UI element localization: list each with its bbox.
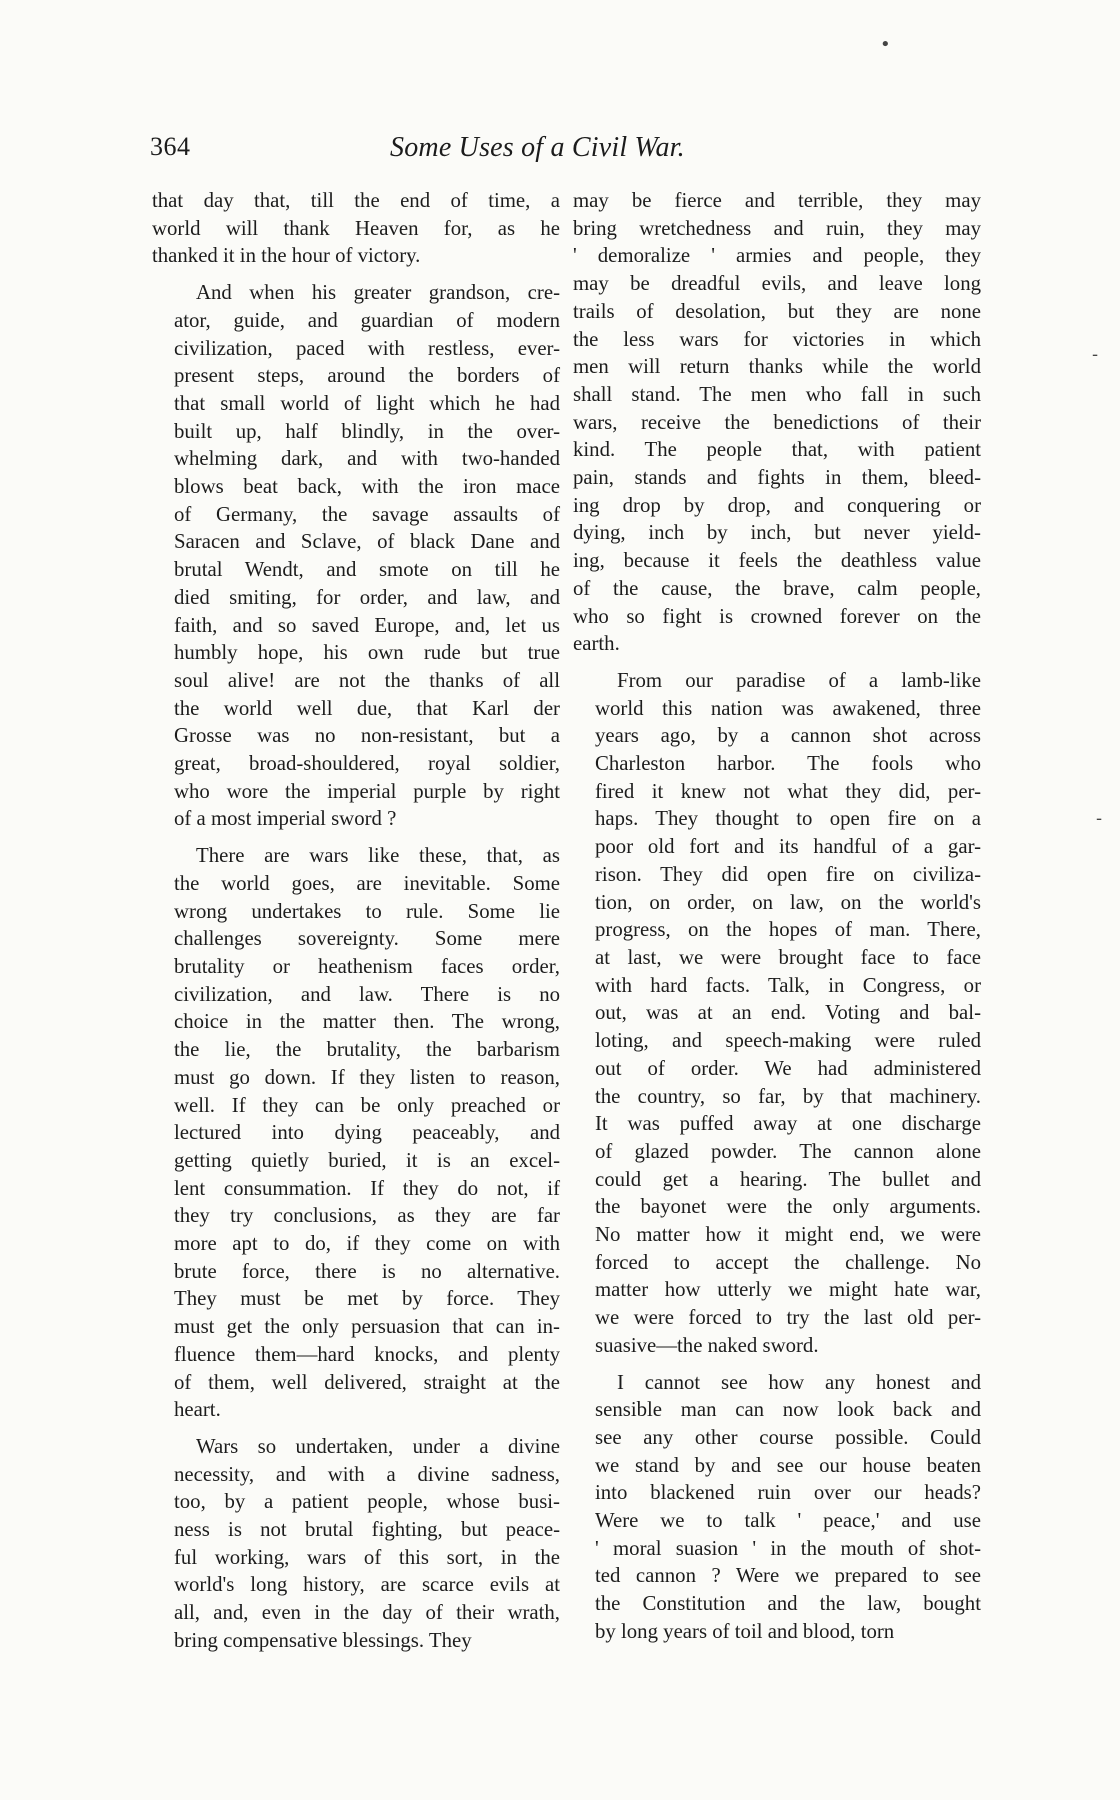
text-line: into blackened ruin over our heads? [595, 1481, 981, 1505]
text-line: too, by a patient people, whose busi- [174, 1490, 560, 1514]
text-line: soul alive! are not the thanks of all [174, 668, 560, 692]
text-line: tion, on order, on law, on the world's [595, 890, 981, 914]
text-line: lectured into dying peaceably, and [174, 1121, 560, 1145]
text-line: choice in the matter then. The wrong, [174, 1010, 560, 1034]
text-line: of them, well delivered, straight at the [174, 1370, 560, 1394]
text-line: thanked it in the hour of victory. [152, 244, 421, 268]
text-line: loting, and speech-making were ruled [595, 1029, 981, 1053]
text-line: all, and, even in the day of their wrath, [174, 1601, 560, 1625]
right-text-column [573, 187, 981, 1646]
text-line: world this nation was awakened, three [595, 696, 981, 720]
text-line: see any other course possible. Could [595, 1425, 981, 1449]
text-line: ' moral suasion ' in the mouth of shot- [595, 1536, 981, 1560]
text-line: more apt to do, if they come on with [174, 1232, 560, 1256]
text-line: of the cause, the brave, calm people, [573, 576, 981, 600]
text-line: world will thank Heaven for, as he [152, 216, 560, 240]
text-line: by long years of toil and blood, torn [595, 1619, 895, 1643]
page-number: 364 [150, 132, 191, 161]
text-line: who wore the imperial purple by right [174, 779, 560, 803]
text-line: world's long history, are scarce evils at [174, 1573, 560, 1597]
text-line: years ago, by a cannon shot across [595, 724, 981, 748]
text-line: the bayonet were the only arguments. [595, 1195, 981, 1219]
text-line: pain, stands and fights in them, bleed- [573, 466, 981, 490]
text-line: ing, because it feels the deathless value [573, 549, 981, 573]
text-line: that small world of light which he had [174, 391, 560, 415]
text-line: must get the only persuasion that can in- [174, 1315, 560, 1339]
text-line: out, was at an end. Voting and bal- [595, 1001, 981, 1025]
text-line: the world well due, that Karl der [174, 696, 560, 720]
page-header [150, 132, 980, 172]
text-line: ful working, wars of this sort, in the [174, 1545, 560, 1569]
text-line: forced to accept the challenge. No [595, 1250, 981, 1274]
text-line: dying, inch by inch, but never yield- [573, 521, 981, 545]
text-line: who so fight is crowned forever on the [573, 604, 981, 628]
text-line: we were forced to try the last old per- [595, 1306, 981, 1330]
text-line: trails of desolation, but they are none [573, 299, 981, 323]
text-line: wars, receive the benedictions of their [573, 410, 981, 434]
left-text-column [152, 187, 560, 1655]
text-line: well. If they can be only preached or [174, 1093, 560, 1117]
text-line: It was puffed away at one discharge [595, 1112, 981, 1136]
text-line: of a most imperial sword ? [174, 807, 397, 831]
text-line: the Constitution and the law, bought [595, 1592, 981, 1616]
text-line: the country, so far, by that machinery. [595, 1084, 981, 1108]
text-line: fluence them—hard knocks, and plenty [174, 1342, 560, 1366]
text-line: shall stand. The men who fall in such [573, 382, 981, 406]
paragraph [152, 842, 560, 1424]
text-line: lent consummation. If they do not, if [174, 1176, 560, 1200]
paragraph [152, 279, 560, 833]
text-line: ing drop by drop, and conquering or [573, 493, 981, 517]
text-line: may be fierce and terrible, they may [573, 189, 981, 212]
text-line: wrong undertakes to rule. Some lie [174, 899, 560, 923]
scan-speck: • [880, 34, 891, 55]
text-line: ator, guide, and guardian of modern [174, 308, 560, 332]
text-line: matter how utterly we might hate war, [595, 1278, 981, 1302]
text-line: suasive—the naked sword. [595, 1333, 819, 1357]
paragraph [152, 187, 560, 270]
text-line: men will return thanks while the world [573, 355, 981, 379]
text-line: out of order. We had administered [595, 1056, 981, 1080]
text-line: brute force, there is no alternative. [174, 1259, 560, 1283]
text-line: civilization, paced with restless, ever- [174, 336, 560, 360]
text-line: ' demoralize ' armies and people, they [573, 244, 981, 268]
text-line: faith, and so saved Europe, and, let us [174, 613, 560, 637]
text-line: built up, half blindly, in the over- [174, 419, 560, 443]
text-line: No matter how it might end, we were [595, 1223, 981, 1247]
text-line: There are wars like these, that, as [196, 844, 560, 868]
text-line: getting quietly buried, it is an excel- [174, 1148, 560, 1172]
text-line: heart. [174, 1398, 221, 1422]
text-line: Grosse was no non-resistant, but a [174, 724, 560, 748]
text-line: the lie, the brutality, the barbarism [174, 1038, 560, 1062]
text-line: present steps, around the borders of [174, 364, 560, 388]
text-line: we stand by and see our house beaten [595, 1453, 981, 1477]
text-line: Charleston harbor. The fools who [595, 752, 981, 776]
text-line: And when his greater grandson, cre- [196, 281, 560, 305]
text-line: Were we to talk ' peace,' and use [595, 1509, 981, 1533]
text-line: sensible man can now look back and [595, 1398, 981, 1422]
text-line: bring wretchedness and ruin, they may [573, 216, 981, 240]
text-line: brutality or heathenism faces order, [174, 954, 560, 978]
text-line: poor old fort and its handful of a gar- [595, 835, 981, 859]
running-head: Some Uses of a Civil War. [390, 132, 685, 163]
text-line: civilization, and law. There is no [174, 982, 560, 1006]
text-line: rison. They did open fire on civiliza- [595, 862, 981, 886]
text-line: From our paradise of a lamb-like [617, 668, 981, 692]
text-line: ness is not brutal fighting, but peace- [174, 1518, 560, 1542]
text-line: necessity, and with a divine sadness, [174, 1462, 560, 1486]
text-line: kind. The people that, with patient [573, 438, 981, 462]
text-line: bring compensative blessings. They [174, 1628, 472, 1652]
scan-tick-mark: - [1096, 808, 1103, 829]
text-line: whelming dark, and with two-handed [174, 447, 560, 471]
text-line: the less wars for victories in which [573, 327, 981, 351]
text-line: They must be met by force. They [174, 1287, 560, 1311]
text-line: progress, on the hopes of man. There, [595, 918, 981, 942]
text-line: died smiting, for order, and law, and [174, 585, 560, 609]
text-line: I cannot see how any honest and [617, 1370, 981, 1394]
text-line: they try conclusions, as they are far [174, 1204, 560, 1228]
text-line: earth. [573, 632, 620, 656]
text-line: of Germany, the savage assaults of [174, 502, 560, 526]
text-line: Wars so undertaken, under a divine [196, 1434, 560, 1458]
text-line: blows beat back, with the iron mace [174, 475, 560, 499]
text-line: at last, we were brought face to face [595, 945, 981, 969]
text-line: the world goes, are inevitable. Some [174, 871, 560, 895]
text-line: haps. They thought to open fire on a [595, 807, 981, 831]
scan-tick-mark: - [1092, 344, 1099, 365]
text-line: humbly hope, his own rude but true [174, 641, 560, 665]
text-line: could get a hearing. The bullet and [595, 1167, 981, 1191]
text-line: great, broad-shouldered, royal soldier, [174, 752, 560, 776]
text-line: may be dreadful evils, and leave long [573, 272, 981, 296]
text-line: brutal Wendt, and smote on till he [174, 558, 560, 582]
text-line: ted cannon ? Were we prepared to see [595, 1564, 981, 1588]
text-line: Saracen and Sclave, of black Dane and [174, 530, 560, 554]
paragraph [573, 1369, 981, 1646]
paragraph [573, 187, 981, 658]
paragraph [152, 1433, 560, 1655]
text-line: with hard facts. Talk, in Congress, or [595, 973, 981, 997]
text-line: that day that, till the end of time, a [152, 189, 560, 212]
text-line: challenges sovereignty. Some mere [174, 927, 560, 951]
text-line: must go down. If they listen to reason, [174, 1065, 560, 1089]
text-line: of glazed powder. The cannon alone [595, 1139, 981, 1163]
text-line: fired it knew not what they did, per- [595, 779, 981, 803]
paragraph [573, 667, 981, 1360]
